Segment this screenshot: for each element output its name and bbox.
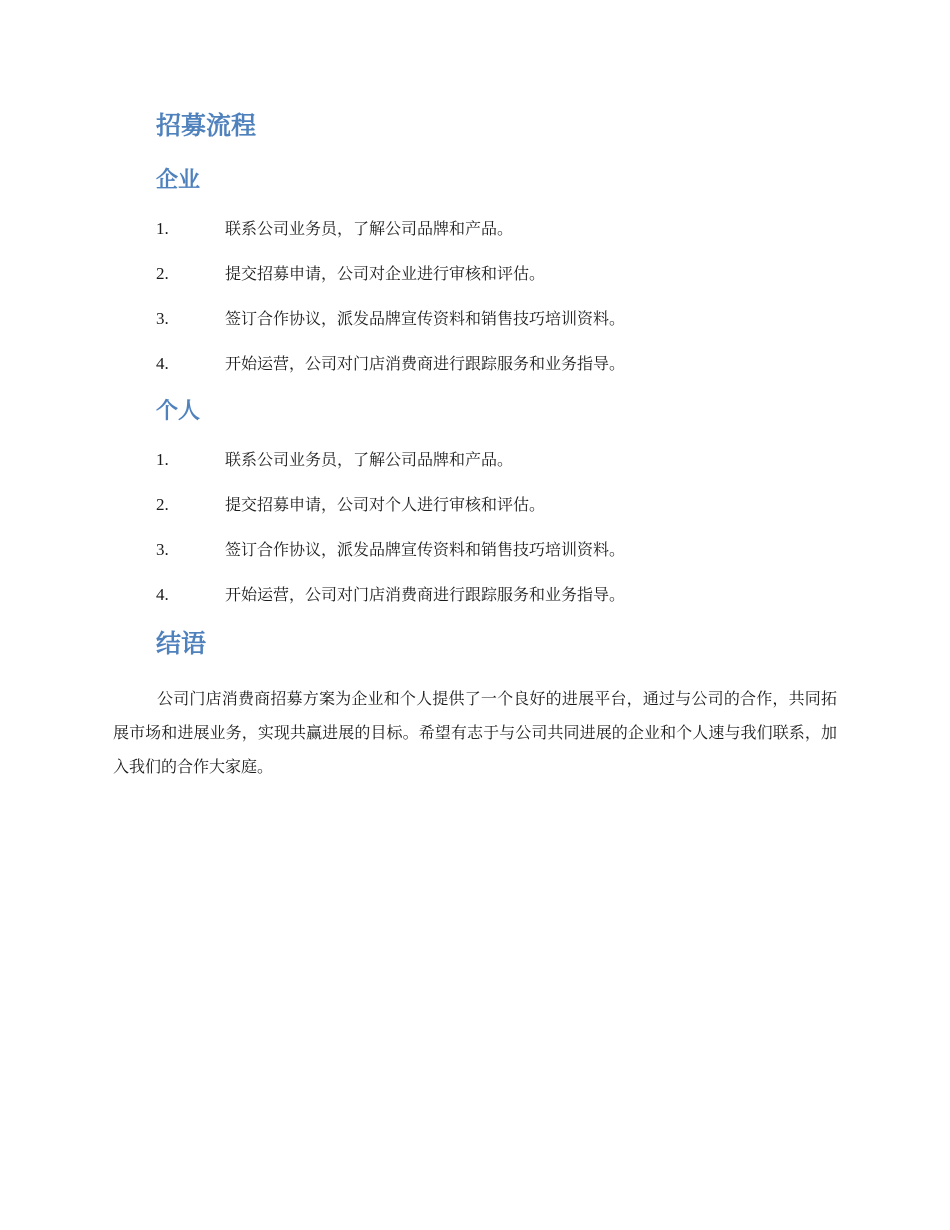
list-item bbox=[0, 583, 950, 628]
list-item-number: 1. bbox=[156, 219, 169, 238]
list-item-number: 3. bbox=[156, 309, 169, 328]
list-item bbox=[0, 352, 950, 397]
list-item-number: 2. bbox=[156, 264, 169, 283]
list-item-number: 4. bbox=[156, 354, 169, 373]
list-item-number: 4. bbox=[156, 585, 169, 604]
list-item-text: 联系公司业务员，了解公司品牌和产品。 bbox=[225, 219, 514, 238]
personal-steps-list bbox=[0, 448, 950, 628]
heading-conclusion: 结语 bbox=[156, 629, 207, 658]
list-item-text: 开始运营，公司对门店消费商进行跟踪服务和业务指导。 bbox=[225, 354, 626, 373]
list-item-text: 联系公司业务员，了解公司品牌和产品。 bbox=[225, 450, 514, 469]
list-item-text: 开始运营，公司对门店消费商进行跟踪服务和业务指导。 bbox=[225, 585, 626, 604]
enterprise-steps-list bbox=[0, 217, 950, 397]
list-item-text: 提交招募申请，公司对企业进行审核和评估。 bbox=[225, 264, 546, 283]
list-item bbox=[0, 538, 950, 583]
list-item bbox=[0, 217, 950, 262]
conclusion-paragraph: 公司门店消费商招募方案为企业和个人提供了一个良好的进展平台，通过与公司的合作，共同拓展市场和进展业务，实现共赢进展的目标。希望有志于与公司共同进展的企业和个人速与我们联系，加入我们的合作大家庭。 bbox=[113, 689, 837, 776]
list-item-text: 签订合作协议，派发品牌宣传资料和销售技巧培训资料。 bbox=[225, 540, 626, 559]
heading-enterprise: 企业 bbox=[156, 168, 201, 193]
list-item bbox=[0, 307, 950, 352]
list-item-number: 1. bbox=[156, 450, 169, 469]
heading-personal: 个人 bbox=[156, 399, 201, 424]
list-item-text: 提交招募申请，公司对个人进行审核和评估。 bbox=[225, 495, 546, 514]
list-item bbox=[0, 493, 950, 538]
list-item-text: 签订合作协议，派发品牌宣传资料和销售技巧培训资料。 bbox=[225, 309, 626, 328]
list-item-number: 2. bbox=[156, 495, 169, 514]
list-item-number: 3. bbox=[156, 540, 169, 559]
list-item bbox=[0, 262, 950, 307]
heading-recruitment-process: 招募流程 bbox=[156, 111, 257, 140]
list-item bbox=[0, 448, 950, 493]
